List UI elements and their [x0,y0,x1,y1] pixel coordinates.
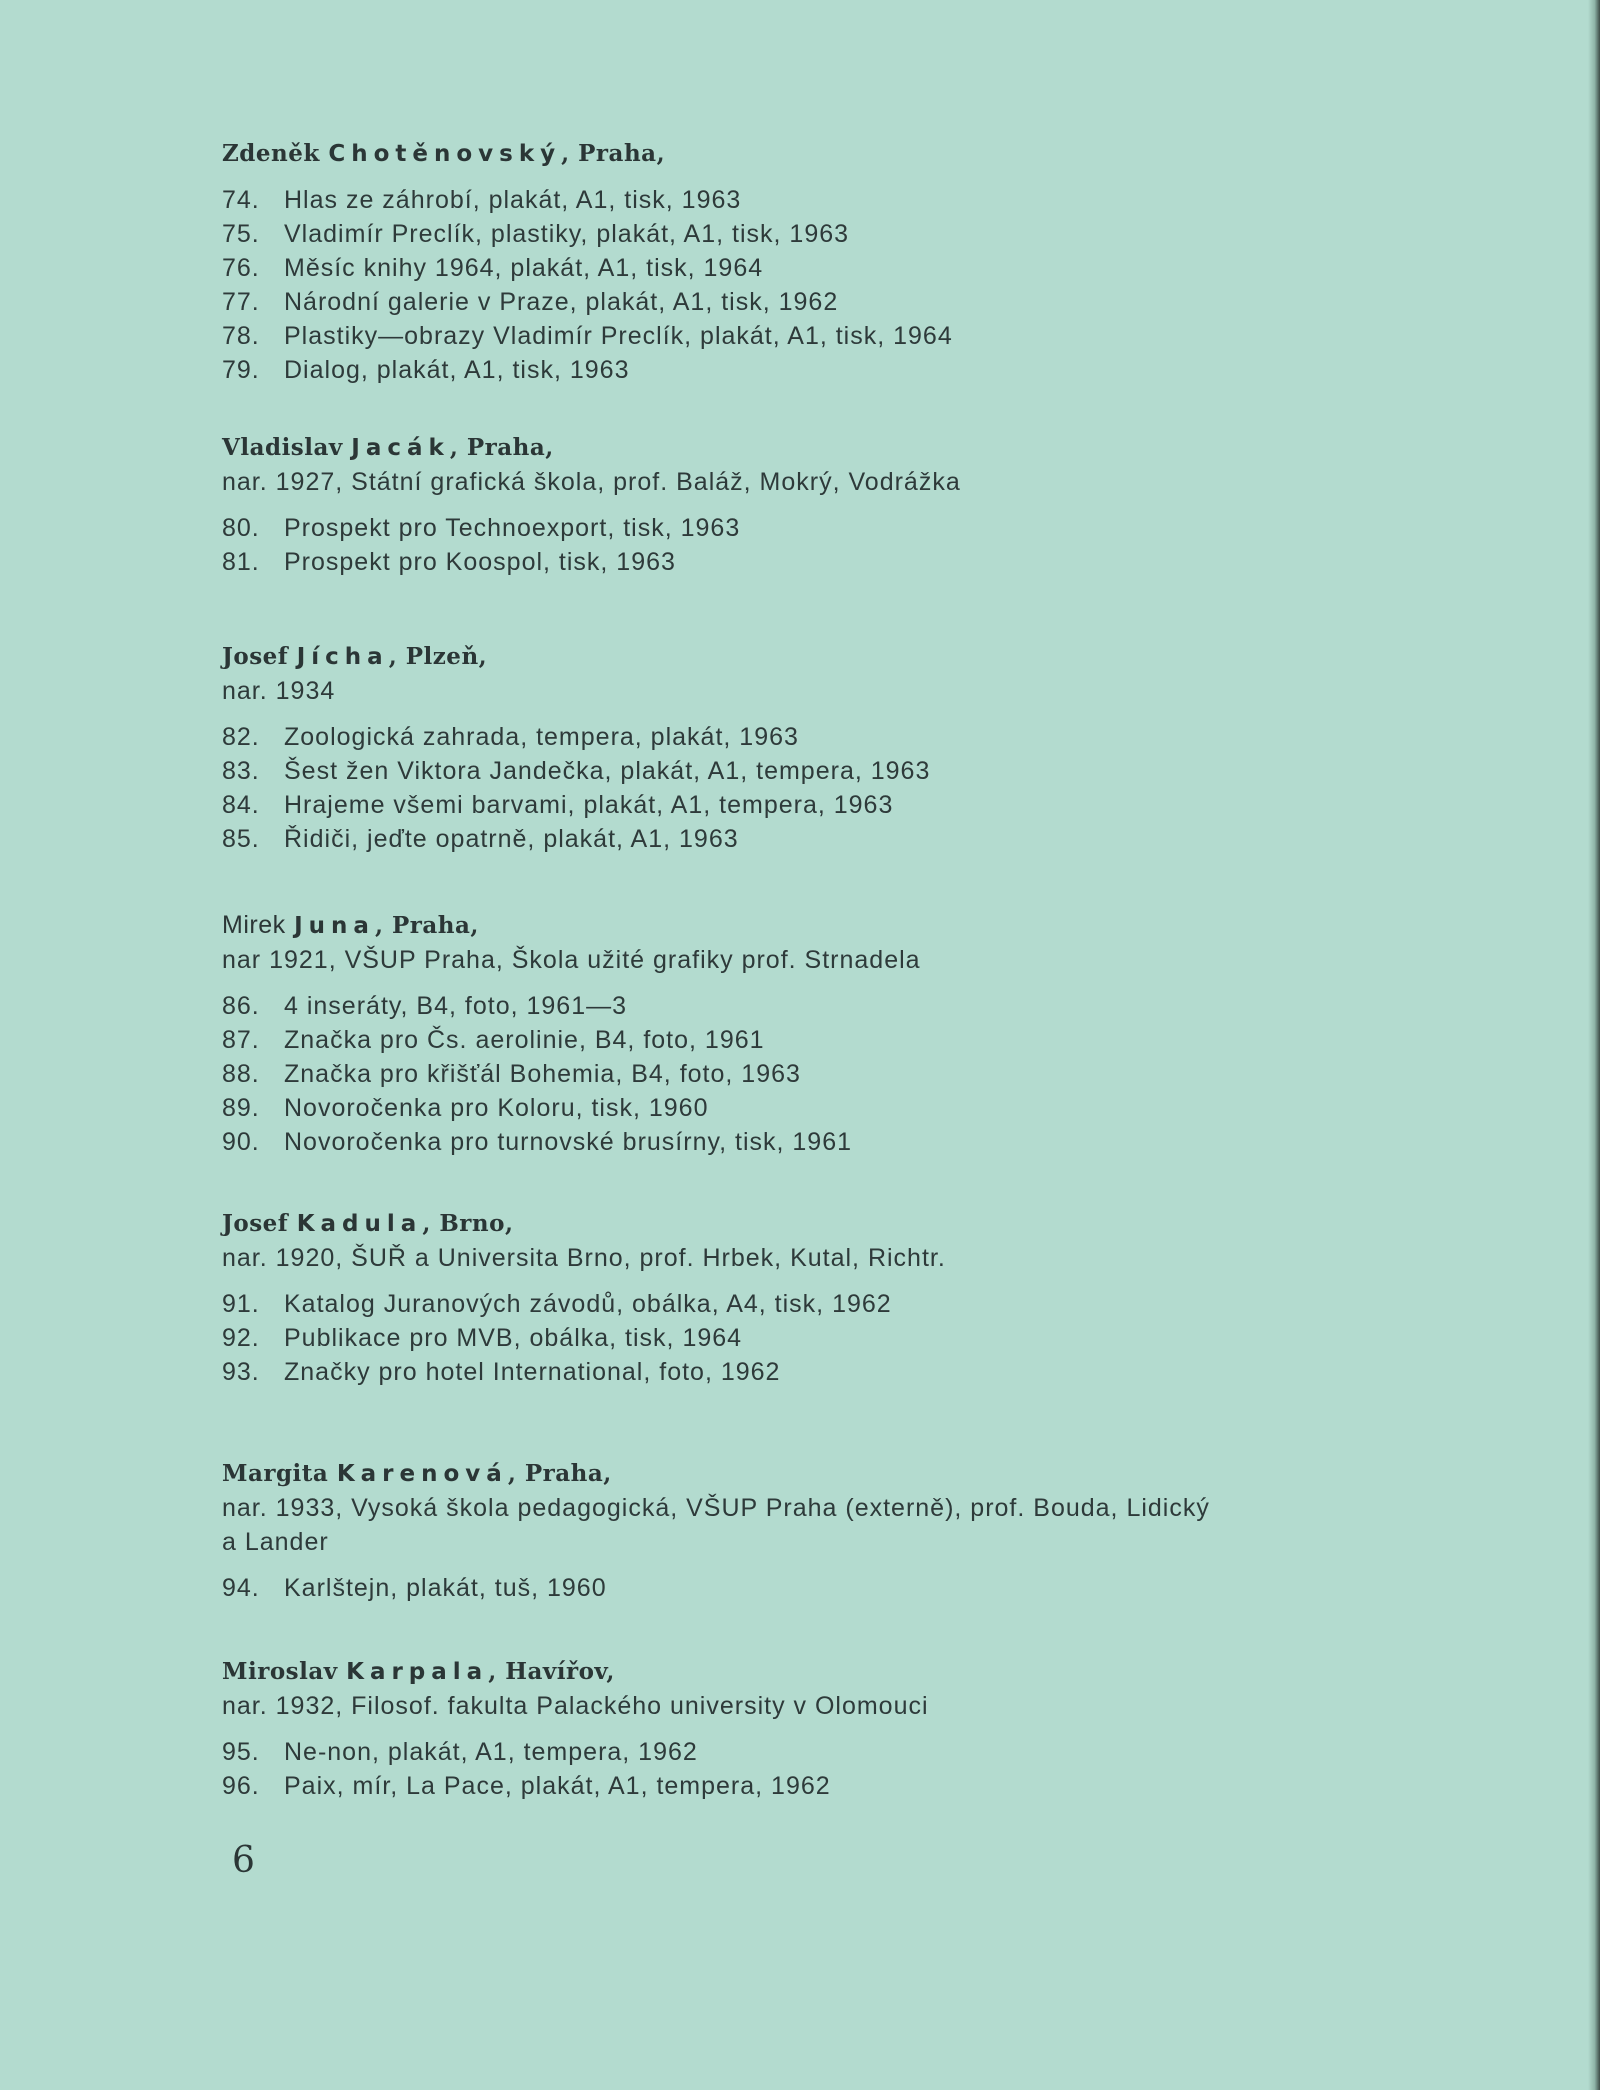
artist-first-name: Zdeněk [222,140,320,167]
work-item [222,183,1482,217]
work-title: Novoročenka pro Koloru, tisk, 1960 [284,1094,709,1122]
work-number: 74. [222,186,260,214]
work-number: 94. [222,1574,260,1602]
work-number: 90. [222,1128,260,1156]
work-title: Novoročenka pro turnovské brusírny, tisk, 1961 [284,1128,853,1156]
work-list [222,720,1482,856]
artist-bio: nar. 1933, Vysoká škola pedagogická, VŠUP Praha (externě), prof. Bouda, Lidický [222,1494,1210,1522]
artist-heading: Josef Kadula, Brno, [222,1210,514,1237]
work-number: 80. [222,514,260,542]
work-number: 78. [222,322,260,350]
work-item [222,1571,1482,1605]
work-item [222,1287,1482,1321]
artist-heading: Miroslav Karpala, Havířov, [222,1658,615,1685]
work-item [222,1091,1482,1125]
entry-juna [222,908,1482,1159]
work-item [222,1769,1482,1803]
work-list [222,1287,1482,1389]
work-number: 95. [222,1738,260,1766]
work-item [222,319,1482,353]
artist-city: Praha, [578,140,666,167]
artist-first-name: Margita [222,1460,329,1487]
artist-surname: Karpala [346,1659,489,1685]
artist-surname: Chotěnovský [328,141,562,167]
artist-city: Praha, [466,434,554,461]
artist-bio: nar. 1932, Filosof. fakulta Palackého university v Olomouci [222,1692,929,1720]
work-item [222,285,1482,319]
artist-heading: Margita Karenová, Praha, [222,1460,612,1487]
work-list [222,183,1482,387]
artist-first-name: Mirek [222,911,286,939]
work-item [222,1735,1482,1769]
work-title: Prospekt pro Technoexport, tisk, 1963 [284,514,741,542]
work-number: 84. [222,791,260,819]
work-item [222,1321,1482,1355]
work-title: Prospekt pro Koospol, tisk, 1963 [284,548,676,576]
entry-karenova [222,1457,1482,1605]
work-item [222,989,1482,1023]
work-title: Hlas ze záhrobí, plakát, A1, tisk, 1963 [284,186,742,214]
page-number: 6 [232,1840,255,1881]
work-number: 88. [222,1060,260,1088]
work-list [222,511,1482,579]
entry-chotenovsky [222,137,1482,387]
artist-surname: Karenová [336,1461,508,1487]
work-title: Hrajeme všemi barvami, plakát, A1, tempera, 1963 [284,791,894,819]
work-number: 77. [222,288,260,316]
work-title: Vladimír Preclík, plastiky, plakát, A1, tisk, 1963 [284,220,850,248]
work-list [222,1735,1482,1803]
work-number: 85. [222,825,260,853]
work-title: Měsíc knihy 1964, plakát, A1, tisk, 1964 [284,254,764,282]
artist-first-name: Josef [222,1210,289,1237]
work-title: Ne-non, plakát, A1, tempera, 1962 [284,1738,698,1766]
artist-bio: nar. 1934 [222,677,336,705]
artist-surname: Jícha [296,644,389,670]
artist-first-name: Miroslav [222,1658,338,1685]
artist-city: Brno, [439,1210,514,1237]
work-title: Plastiky—obrazy Vladimír Preclík, plakát, A1, tisk, 1964 [284,322,953,350]
artist-city: Plzeň, [405,643,488,670]
work-item [222,788,1482,822]
work-number: 92. [222,1324,260,1352]
work-number: 87. [222,1026,260,1054]
page-edge-shadow [1588,0,1600,2090]
artist-surname: Juna [294,913,375,939]
entry-kadula [222,1207,1482,1389]
work-title: Publikace pro MVB, obálka, tisk, 1964 [284,1324,743,1352]
work-number: 82. [222,723,260,751]
artist-heading: Zdeněk Chotěnovský, Praha, [222,140,666,167]
work-list [222,989,1482,1159]
artist-heading: Vladislav Jacák, Praha, [222,434,554,461]
work-item [222,1125,1482,1159]
work-title: Značka pro křišťál Bohemia, B4, foto, 1963 [284,1060,801,1088]
artist-first-name: Vladislav [222,434,343,461]
artist-first-name: Josef [222,643,289,670]
artist-heading: Josef Jícha, Plzeň, [222,643,488,670]
work-title: Paix, mír, La Pace, plakát, A1, tempera, 1962 [284,1772,831,1800]
work-list [222,1571,1482,1605]
artist-bio: nar. 1927, Státní grafická škola, prof. Baláž, Mokrý, Vodrážka [222,468,961,496]
work-number: 75. [222,220,260,248]
work-item [222,1057,1482,1091]
work-item [222,822,1482,856]
work-number: 93. [222,1358,260,1386]
work-number: 96. [222,1772,260,1800]
work-title: Řidiči, jeďte opatrně, plakát, A1, 1963 [284,825,739,853]
work-number: 86. [222,992,260,1020]
work-number: 89. [222,1094,260,1122]
work-item [222,251,1482,285]
work-item [222,511,1482,545]
work-item [222,353,1482,387]
artist-bio: nar. 1920, ŠUŘ a Universita Brno, prof. Hrbek, Kutal, Richtr. [222,1244,946,1272]
work-item [222,545,1482,579]
work-item [222,754,1482,788]
artist-surname: Kadula [296,1211,423,1237]
artist-city: Praha, [391,912,479,939]
artist-heading: Mirek Juna, Praha, [222,911,479,939]
work-title: Dialog, plakát, A1, tisk, 1963 [284,356,630,384]
work-number: 91. [222,1290,260,1318]
entry-karpala [222,1655,1482,1803]
artist-city: Havířov, [505,1658,615,1685]
work-number: 81. [222,548,260,576]
work-item [222,1355,1482,1389]
work-item [222,217,1482,251]
work-title: Šest žen Viktora Jandečka, plakát, A1, tempera, 1963 [284,757,931,785]
artist-surname: Jacák [351,435,450,461]
work-number: 79. [222,356,260,384]
work-title: Katalog Juranových závodů, obálka, A4, tisk, 1962 [284,1290,892,1318]
work-title: Zoologická zahrada, tempera, plakát, 1963 [284,723,799,751]
entry-jacak [222,431,1482,579]
artist-bio: nar 1921, VŠUP Praha, Škola užité grafiky prof. Strnadela [222,946,921,974]
work-title: Národní galerie v Praze, plakát, A1, tisk, 1962 [284,288,839,316]
artist-city: Praha, [524,1460,612,1487]
work-item [222,720,1482,754]
artist-bio-continued: a Lander [222,1528,329,1556]
entry-jicha [222,640,1482,856]
work-number: 83. [222,757,260,785]
work-title: 4 inseráty, B4, foto, 1961—3 [284,992,628,1020]
work-item [222,1023,1482,1057]
work-title: Značky pro hotel International, foto, 1962 [284,1358,781,1386]
work-title: Značka pro Čs. aerolinie, B4, foto, 1961 [284,1026,765,1054]
work-title: Karlštejn, plakát, tuš, 1960 [284,1574,607,1602]
work-number: 76. [222,254,260,282]
